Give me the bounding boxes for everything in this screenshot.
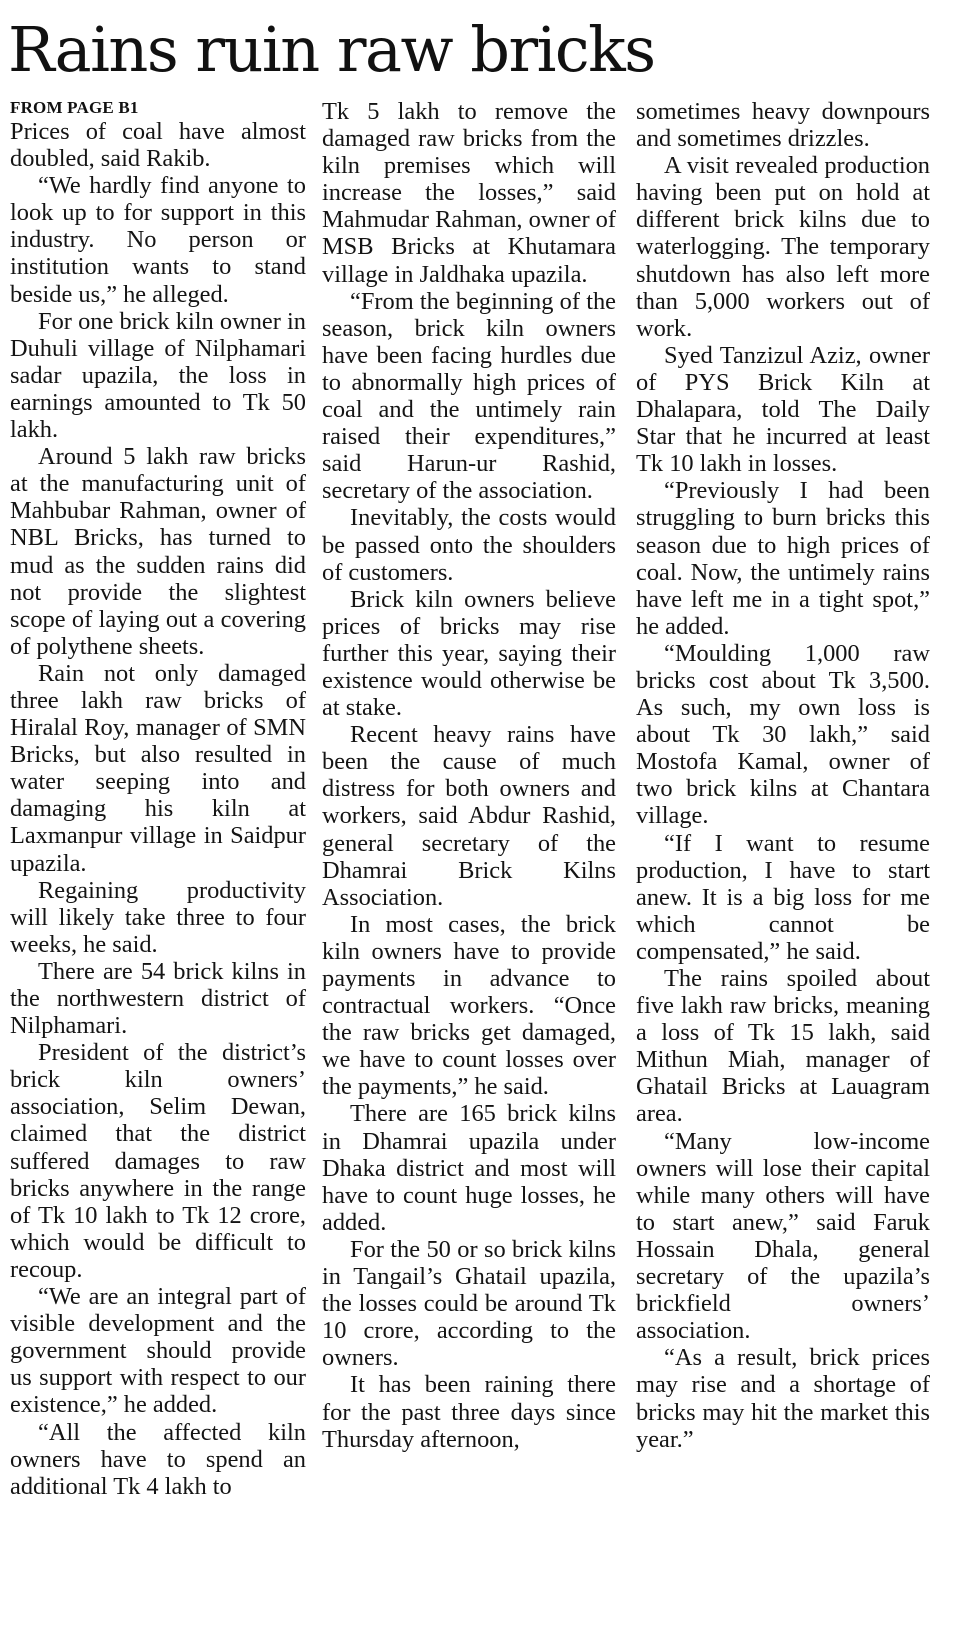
paragraph: “As a result, brick prices may rise and a shortage of bricks may hit the market this year.” [636, 1344, 930, 1453]
paragraph: “If I want to resume production, I have to start anew. It is a big loss for me which cannot be compensated,” he said. [636, 829, 930, 965]
paragraph: “We hardly find anyone to look up to for support in this industry. No person or institution wants to stand beside us,” he alleged. [10, 172, 306, 308]
article-column-3 [636, 98, 930, 1453]
paragraph: The rains spoiled about five lakh raw bricks, meaning a loss of Tk 15 lakh, said Mithun Miah, manager of Ghatail Bricks at Lauagram area. [636, 965, 930, 1128]
paragraph: “We are an integral part of visible development and the government should provide us support with respect to our existence,” he added. [10, 1283, 306, 1419]
paragraph: “From the beginning of the season, brick kiln owners have been facing hurdles due to abnormally high prices of coal and the untimely rain raised their expenditures,” said Harun-ur Rashid, secretary of the association. [322, 287, 616, 505]
paragraph: President of the district’s brick kiln owners’ association, Selim Dewan, claimed that the district suffered damages to raw bricks anywhere in the range of Tk 10 lakh to Tk 12 crore, which would be difficult to recoup. [10, 1039, 306, 1283]
article-column-1 [10, 98, 306, 1500]
paragraph: There are 54 brick kilns in the northwestern district of Nilphamari. [10, 957, 306, 1040]
dateline: FROM PAGE B1 [10, 98, 139, 117]
paragraph: “Moulding 1,000 raw bricks cost about Tk 3,500. As such, my own loss is about Tk 30 lakh,” said Mostofa Kamal, owner of two brick kilns at Chantara village. [636, 639, 930, 830]
article-column-2 [322, 98, 616, 1453]
paragraph: A visit revealed production having been put on hold at different brick kilns due to waterlogging. The temporary shutdown has also left more than 5,000 workers out of work. [636, 152, 930, 342]
paragraph: Inevitably, the costs would be passed onto the shoulders of customers. [322, 504, 616, 586]
paragraph: Prices of coal have almost doubled, said Rakib. [10, 118, 306, 173]
paragraph: Regaining productivity will likely take three to four weeks, he said. [10, 876, 306, 958]
paragraph: Syed Tanzizul Aziz, owner of PYS Brick Kiln at Dhalapara, told The Daily Star that he incurred at least Tk 10 lakh in losses. [636, 341, 930, 478]
paragraph: There are 165 brick kilns in Dhamrai upazila under Dhaka district and most will have to count huge losses, he added. [322, 1100, 616, 1236]
paragraph: Tk 5 lakh to remove the damaged raw bricks from the kiln premises which will increase the losses,” said Mahmudar Rahman, owner of MSB Bricks at Khutamara village in Jaldhaka upazila. [322, 98, 616, 288]
paragraph: In most cases, the brick kiln owners have to provide payments in advance to contractual workers. “Once the raw bricks get damaged, we have to count losses over the payments,” he said. [322, 910, 616, 1101]
paragraph: “Many low-income owners will lose their capital while many others will have to start anew,” said Faruk Hossain Dhala, general secretary of the upazila’s brickfield owners’ association. [636, 1127, 930, 1345]
paragraph: For the 50 or so brick kilns in Tangail’s Ghatail upazila, the losses could be around Tk 10 crore, according to the owners. [322, 1235, 616, 1372]
paragraph: Rain not only damaged three lakh raw bricks of Hiralal Roy, manager of SMN Bricks, but also resulted in water seeping into and damaging his kiln at Laxmanpur village in Saidpur upazila. [10, 659, 306, 877]
headline: Rains ruin raw bricks [8, 13, 655, 86]
paragraph: For one brick kiln owner in Duhuli village of Nilphamari sadar upazila, the loss in earnings amounted to Tk 50 lakh. [10, 307, 306, 444]
paragraph: Recent heavy rains have been the cause of much distress for both owners and workers, said Abdur Rashid, general secretary of the Dhamrai Brick Kilns Association. [322, 721, 616, 911]
paragraph: Around 5 lakh raw bricks at the manufacturing unit of Mahbubar Rahman, owner of NBL Bricks, has turned to mud as the sudden rains did not provide the slightest scope of laying out a covering of polythene sheets. [10, 443, 306, 660]
paragraph: “All the affected kiln owners have to spend an additional Tk 4 lakh to [10, 1418, 306, 1500]
paragraph: Brick kiln owners believe prices of bricks may rise further this year, saying their existence would otherwise be at stake. [322, 585, 616, 722]
paragraph: “Previously I had been struggling to burn bricks this season due to high prices of coal. Now, the untimely rains have left me in a tight spot,” he added. [636, 477, 930, 640]
paragraph: It has been raining there for the past three days since Thursday afternoon, [322, 1371, 616, 1453]
paragraph: sometimes heavy downpours and sometimes drizzles. [636, 98, 930, 153]
